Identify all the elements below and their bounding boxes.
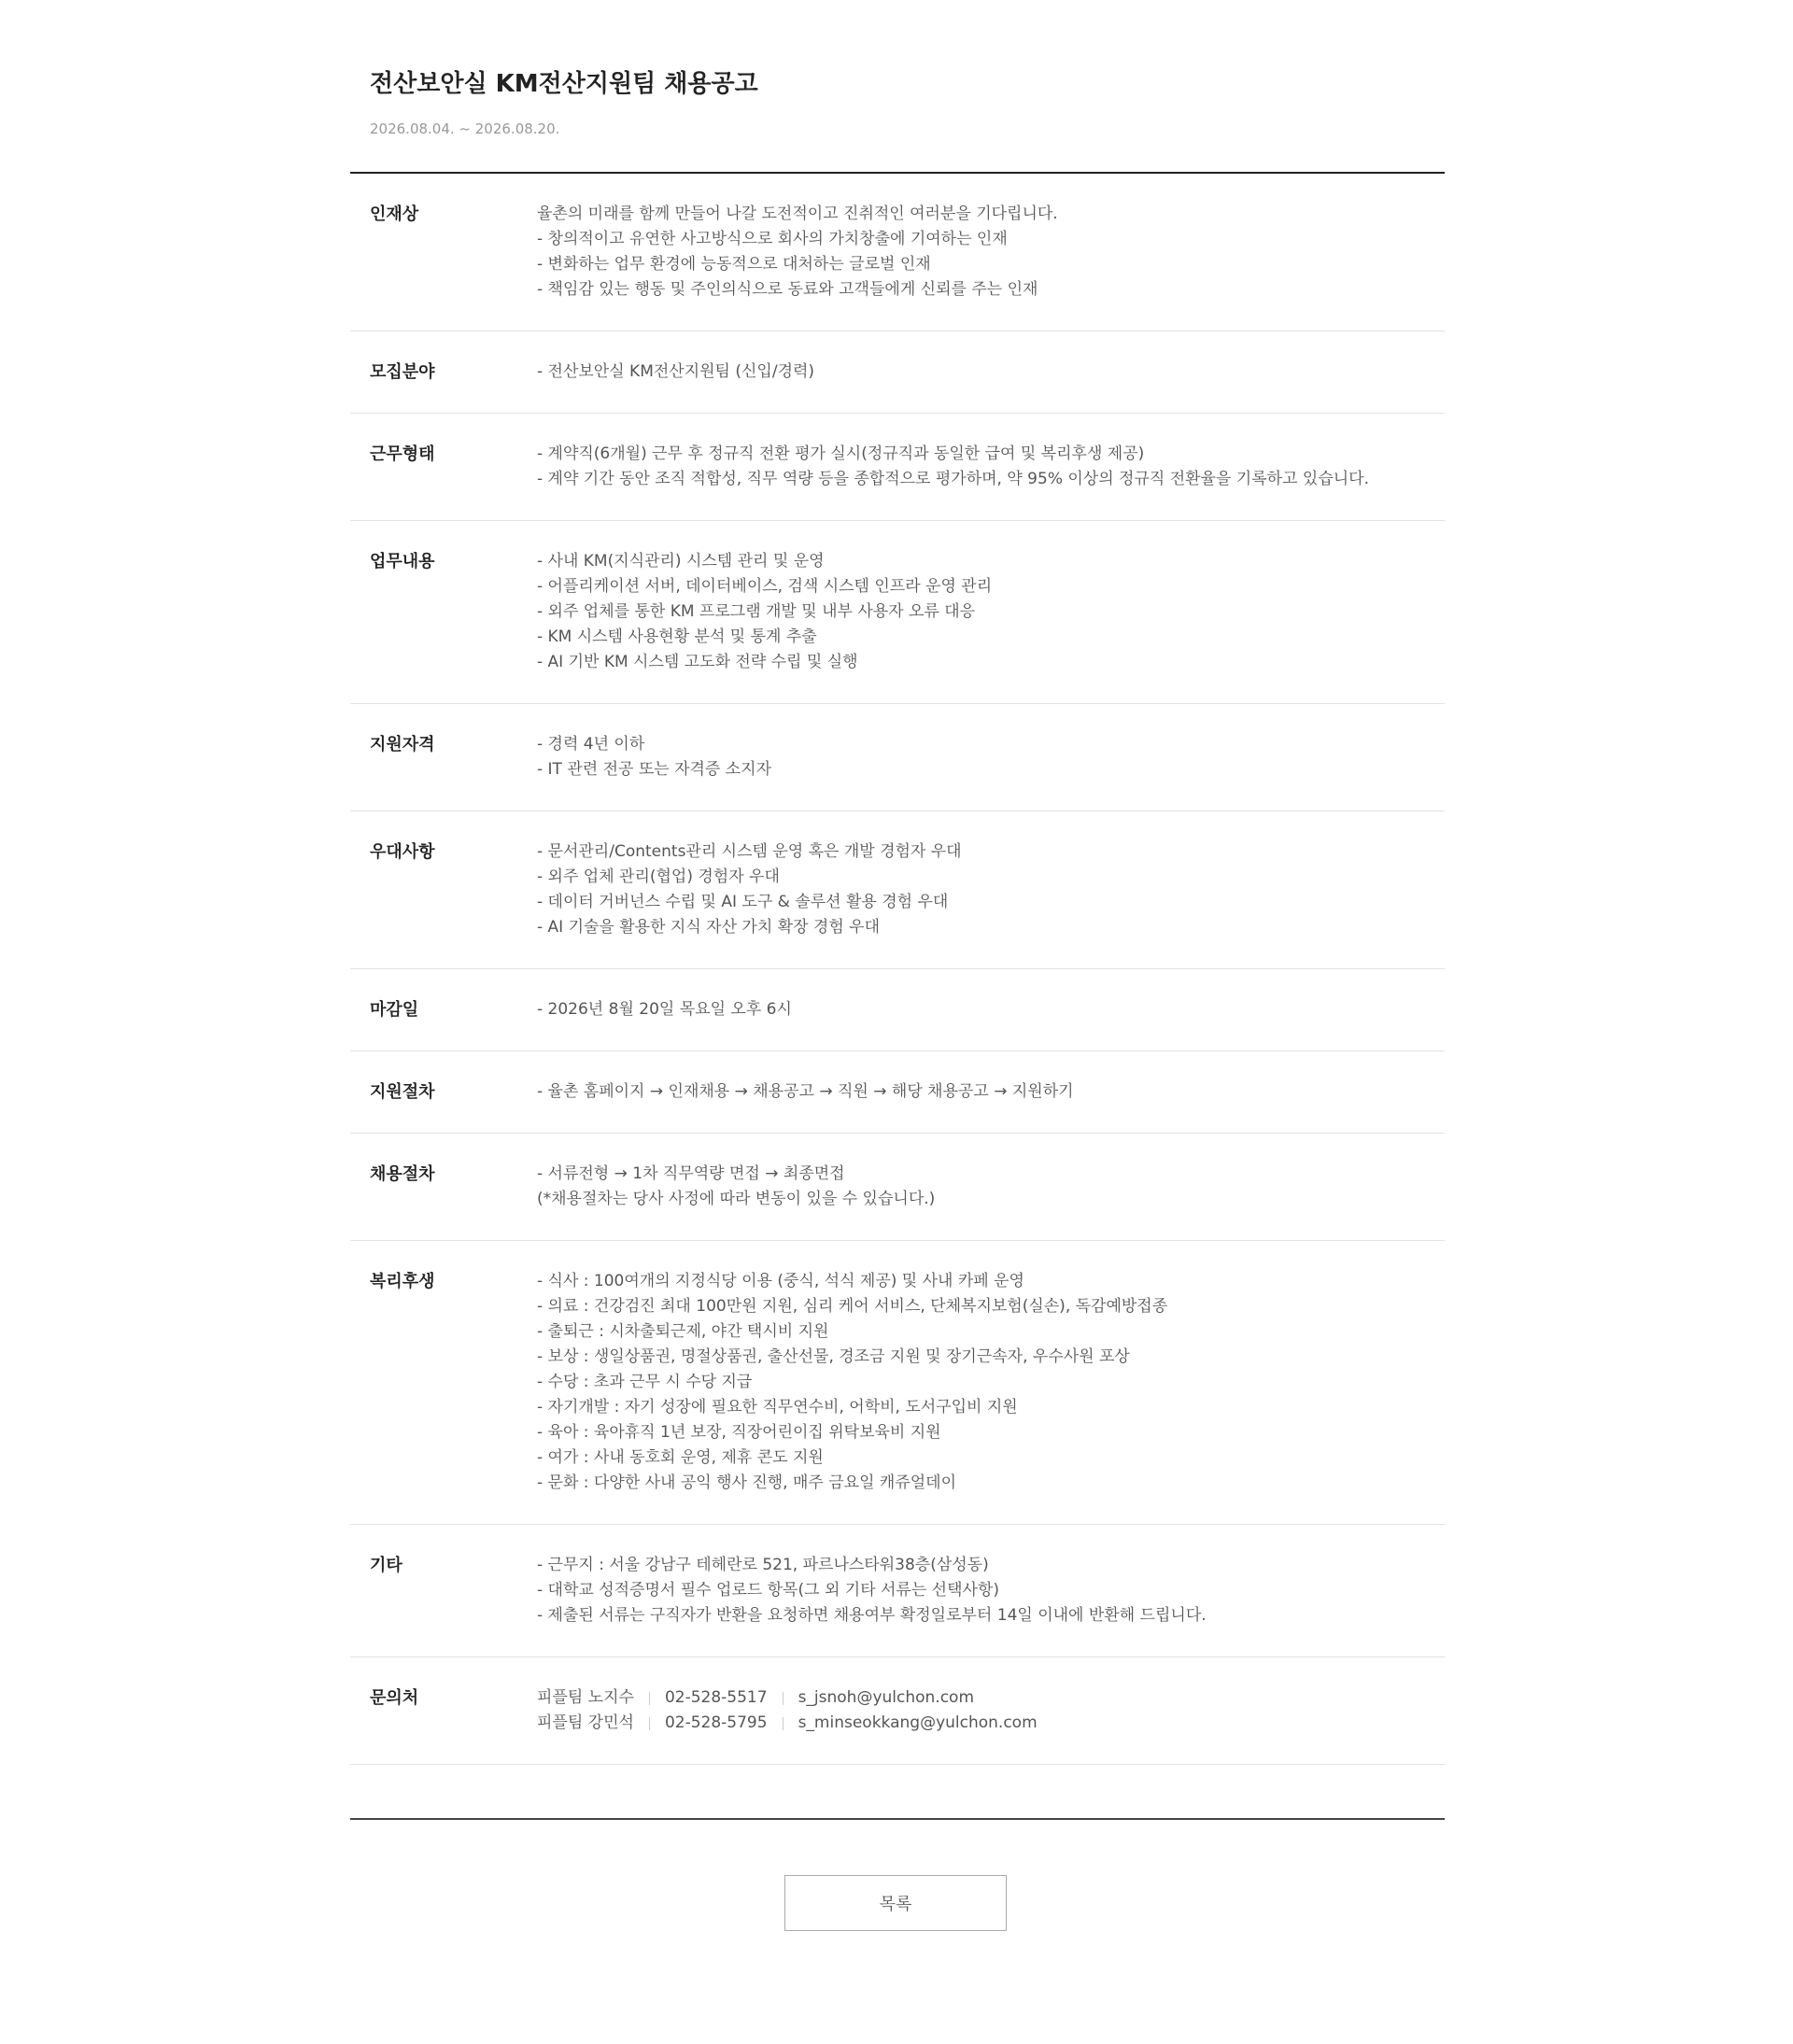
content-line: - 수당 : 초과 근무 시 수당 지급 bbox=[537, 1373, 753, 1391]
content-line: - 문화 : 다양한 사내 공익 행사 진행, 매주 금요일 캐쥬얼데이 bbox=[537, 1473, 957, 1492]
content-line: - 서류전형 → 1차 직무역량 면접 → 최종면접 bbox=[537, 1164, 845, 1183]
section-content bbox=[537, 202, 1445, 303]
section-label: 모집분야 bbox=[370, 362, 435, 382]
footer-divider bbox=[350, 1818, 1445, 1820]
section-etc bbox=[350, 1525, 1445, 1657]
content-line: - AI 기술을 활용한 지식 자산 가치 확장 경험 우대 bbox=[537, 918, 881, 937]
contact-name: 피플팀 강민석 bbox=[537, 1713, 634, 1732]
section-content bbox=[537, 732, 1445, 782]
contact-email: s_minseokkang@yulchon.com bbox=[798, 1713, 1038, 1732]
divider bbox=[783, 1692, 784, 1705]
content-line: - 어플리케이션 서버, 데이터베이스, 검색 시스템 인프라 운영 관리 bbox=[537, 577, 993, 596]
contact-row bbox=[537, 1711, 1445, 1736]
content-line: - 의료 : 건강검진 최대 100만원 지원, 심리 케어 서비스, 단체복지보험(실손), 독감예방접종 bbox=[537, 1297, 1168, 1316]
section-ideal-talent bbox=[350, 174, 1445, 331]
content-line: - 보상 : 생일상품권, 명절상품권, 출산선물, 경조금 지원 및 장기근속자, 우수사원 포상 bbox=[537, 1347, 1130, 1366]
posting-period: 2026.08.04. ~ 2026.08.20. bbox=[370, 120, 560, 137]
section-content bbox=[537, 1269, 1445, 1496]
contact-row bbox=[537, 1685, 1445, 1711]
divider bbox=[783, 1717, 784, 1730]
section-content bbox=[537, 997, 1445, 1022]
section-benefits bbox=[350, 1241, 1445, 1525]
section-label: 채용절차 bbox=[370, 1164, 435, 1184]
content-line: - 사내 KM(지식관리) 시스템 관리 및 운영 bbox=[537, 552, 825, 571]
content-line: - 외주 업체를 통한 KM 프로그램 개발 및 내부 사용자 오류 대응 bbox=[537, 602, 976, 621]
section-label: 근무형태 bbox=[370, 444, 435, 464]
contact-phone: 02-528-5795 bbox=[664, 1713, 768, 1732]
content-line: - IT 관련 전공 또는 자격증 소지자 bbox=[537, 760, 772, 779]
content-line: - 전산보안실 KM전산지원팀 (신입/경력) bbox=[537, 362, 815, 381]
section-content bbox=[537, 1553, 1445, 1628]
section-hiring-process bbox=[350, 1134, 1445, 1241]
section-label: 우대사항 bbox=[370, 842, 435, 862]
content-line: - 창의적이고 유연한 사고방식으로 회사의 가치창출에 기여하는 인재 bbox=[537, 230, 1008, 248]
content-line: - 계약직(6개월) 근무 후 정규직 전환 평가 실시(정규직과 동일한 급여 및 복리후생 제공) bbox=[537, 444, 1145, 463]
section-label: 지원절차 bbox=[370, 1082, 435, 1102]
section-content bbox=[537, 359, 1445, 385]
content-line: - 육아 : 육아휴직 1년 보장, 직장어린이집 위탁보육비 지원 bbox=[537, 1423, 941, 1442]
content-line: - 근무지 : 서울 강남구 테헤란로 521, 파르나스타워38층(삼성동) bbox=[537, 1556, 989, 1574]
section-preferences bbox=[350, 811, 1445, 969]
page-title: 전산보안실 KM전산지원팀 채용공고 bbox=[370, 70, 758, 98]
divider bbox=[649, 1692, 650, 1705]
content-line: - KM 시스템 사용현황 분석 및 통계 추출 bbox=[537, 627, 817, 646]
content-line: - 계약 기간 동안 조직 적합성, 직무 역량 등을 종합적으로 평가하며, 약 95% 이상의 정규직 전환율을 기록하고 있습니다. bbox=[537, 470, 1369, 488]
content-line: - 변화하는 업무 환경에 능동적으로 대처하는 글로벌 인재 bbox=[537, 255, 931, 274]
section-application-process bbox=[350, 1051, 1445, 1134]
section-label: 복리후생 bbox=[370, 1272, 435, 1291]
content-line: (*채용절차는 당사 사정에 따라 변동이 있을 수 있습니다.) bbox=[537, 1190, 936, 1208]
section-deadline bbox=[350, 969, 1445, 1051]
content-line: - 데이터 거버넌스 수립 및 AI 도구 & 솔루션 활용 경험 우대 bbox=[537, 893, 949, 911]
content-line: - 율촌 홈페이지 → 인재채용 → 채용공고 → 직원 → 해당 채용공고 → 지원하기 bbox=[537, 1082, 1074, 1101]
content-line: - 2026년 8월 20일 목요일 오후 6시 bbox=[537, 1000, 792, 1019]
section-duties bbox=[350, 521, 1445, 704]
section-contact bbox=[350, 1657, 1445, 1765]
content-line: - AI 기반 KM 시스템 고도화 전략 수립 및 실행 bbox=[537, 653, 858, 671]
list-button[interactable]: 목록 bbox=[784, 1875, 1007, 1931]
section-label: 마감일 bbox=[370, 1000, 419, 1020]
posting-sections bbox=[350, 174, 1445, 1765]
content-line: - 제출된 서류는 구직자가 반환을 요청하면 채용여부 확정일로부터 14일 이내에 반환해 드립니다. bbox=[537, 1606, 1207, 1625]
content-line: 율촌의 미래를 함께 만들어 나갈 도전적이고 진취적인 여러분을 기다립니다. bbox=[537, 204, 1058, 223]
content-line: - 책임감 있는 행동 및 주인의식으로 동료와 고객들에게 신뢰를 주는 인재 bbox=[537, 280, 1038, 299]
section-label: 지원자격 bbox=[370, 735, 435, 754]
contact-list bbox=[537, 1685, 1445, 1736]
section-content bbox=[537, 442, 1445, 492]
section-employment-type bbox=[350, 414, 1445, 521]
section-content bbox=[537, 549, 1445, 675]
divider bbox=[649, 1717, 650, 1730]
section-label: 인재상 bbox=[370, 204, 419, 224]
content-line: - 외주 업체 관리(협업) 경험자 우대 bbox=[537, 867, 780, 886]
content-line: - 경력 4년 이하 bbox=[537, 735, 645, 754]
section-content bbox=[537, 1079, 1445, 1105]
contact-phone: 02-528-5517 bbox=[664, 1688, 768, 1707]
content-line: - 자기개발 : 자기 성장에 필요한 직무연수비, 어학비, 도서구입비 지원 bbox=[537, 1398, 1018, 1417]
section-label: 업무내용 bbox=[370, 552, 435, 571]
section-content bbox=[537, 1162, 1445, 1212]
contact-name: 피플팀 노지수 bbox=[537, 1688, 634, 1707]
section-recruit-field bbox=[350, 331, 1445, 414]
content-line: - 문서관리/Contents관리 시스템 운영 혹은 개발 경험자 우대 bbox=[537, 842, 962, 861]
section-label: 문의처 bbox=[370, 1688, 419, 1708]
content-line: - 여가 : 사내 동호회 운영, 제휴 콘도 지원 bbox=[537, 1448, 824, 1467]
content-line: - 식사 : 100여개의 지정식당 이용 (중식, 석식 제공) 및 사내 카페 운영 bbox=[537, 1272, 1024, 1290]
content-line: - 대학교 성적증명서 필수 업로드 항목(그 외 기타 서류는 선택사항) bbox=[537, 1581, 1000, 1600]
content-line: - 출퇴근 : 시차출퇴근제, 야간 택시비 지원 bbox=[537, 1322, 829, 1341]
section-label: 기타 bbox=[370, 1556, 402, 1575]
section-qualifications bbox=[350, 704, 1445, 811]
section-content bbox=[537, 839, 1445, 940]
contact-email: s_jsnoh@yulchon.com bbox=[798, 1688, 975, 1707]
